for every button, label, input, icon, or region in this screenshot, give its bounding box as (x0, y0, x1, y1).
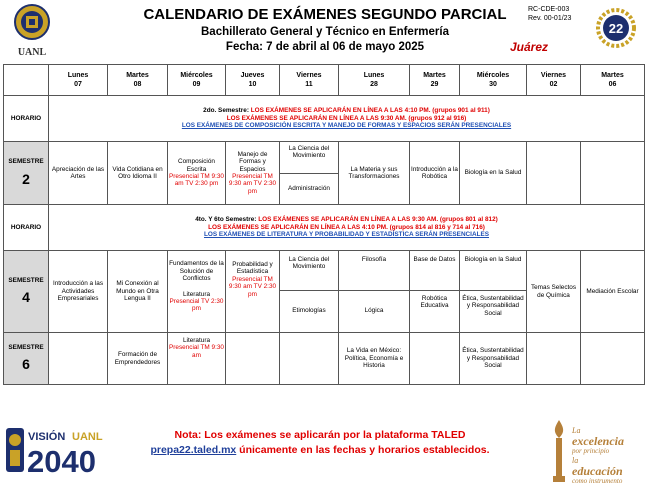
footer-note-line2: únicamente en las fechas y horarios establecidos. (236, 444, 490, 456)
sem2-banner-line2: LOS EXÁMENES SE APLICARÁN EN LÍNEA A LAS 9:30 AM. (grupos 912 al 916) (226, 114, 467, 122)
exam-cell: Formación de Emprendedores (108, 333, 168, 385)
exam-cell: Introducción a la Robótica (410, 142, 460, 205)
exam-cell: Probabilidad y Estadística Presencial TM 9:30 am TV 2:30 pm (226, 251, 280, 333)
sem2-banner-line3: LOS EXÁMENES DE COMPOSICIÓN ESCRITA Y MANEJO DE FORMAS Y ESPACIOS SERÁN PRESENCIALES (181, 122, 512, 130)
header (0, 0, 650, 62)
doc-code-line1: RC-CDE-003 (528, 6, 570, 13)
exam-cell-split: Filosofía Lógica (339, 251, 410, 333)
torch-icon (548, 418, 570, 484)
empty-cell (581, 142, 645, 205)
horario-row-sem4 (4, 205, 645, 251)
sem4-banner-line1: LOS EXÁMENES SE APLICARÁN EN LÍNEA A LAS 9:30 AM. (grupos 801 al 812) (258, 216, 498, 224)
sem2-banner (49, 96, 645, 142)
svg-text:UANL: UANL (72, 431, 103, 443)
date-range: Fecha: 7 de abril al 06 de mayo 2025 (225, 41, 425, 53)
semester-2-row (4, 142, 645, 205)
page-title: CALENDARIO DE EXÁMENES SEGUNDO PARCIAL (143, 6, 507, 23)
semester-2-label: SEMESTRE 2 (4, 142, 49, 205)
day-header: Miércoles 30 (460, 65, 527, 96)
exam-cell-split: La Ciencia del Movimiento Administración (280, 142, 339, 205)
empty-cell (527, 142, 581, 205)
semester-6-row (4, 333, 645, 385)
exc-line5: educación (572, 464, 623, 478)
days-header-row (4, 65, 645, 96)
vision-2040-logo-icon (6, 422, 116, 478)
exc-line1: La (572, 426, 581, 435)
prepa22-logo-icon (596, 8, 636, 48)
sem4-banner-line2: LOS EXÁMENES SE APLICARÁN EN LÍNEA A LAS 4:10 PM. (grupos 814 al 816 y 714 al 716) (208, 223, 485, 231)
exam-cell: Apreciación de las Artes (49, 142, 108, 205)
exam-cell: Manejo de Formas y Espacios Presencial TM 9:30 am TV 2:30 pm (226, 142, 280, 205)
exam-cell-split: Biología en la Salud Ética, Sustentabilidad y Responsabilidad Social (460, 251, 527, 333)
exam-cell-split: Fundamentos de la Solución de Conflictos Literatura Presencial TV 2:30 pm (168, 251, 226, 333)
exc-line2: excelencia (572, 434, 624, 448)
exc-line6: como instrumento (572, 477, 623, 485)
page-subtitle: Bachillerato General y Técnico en Enfermería (201, 26, 449, 38)
sem4-banner (49, 205, 645, 251)
svg-text:VISIÓN: VISIÓN (28, 431, 66, 443)
empty-cell (280, 333, 339, 385)
horario-row-sem2 (4, 96, 645, 142)
doc-code (528, 5, 571, 23)
semester-4-row (4, 251, 645, 333)
empty-cell (49, 333, 108, 385)
day-header: Martes 29 (410, 65, 460, 96)
exam-cell: Literatura Presencial TM 9:30 am (168, 333, 226, 385)
semester-4-label: SEMESTRE 4 (4, 251, 49, 333)
campus-name: Juárez (510, 40, 549, 54)
horario-label: HORARIO (4, 96, 49, 142)
day-header: Viernes 02 (527, 65, 581, 96)
exam-cell: Introducción a las Actividades Empresariales (49, 251, 108, 333)
svg-text:2040: 2040 (27, 444, 96, 478)
exam-calendar-table (3, 64, 645, 385)
empty-cell (581, 333, 645, 385)
day-header: Miércoles 09 (168, 65, 226, 96)
exam-cell: La Vida en México: Política, Economía e Historia (339, 333, 410, 385)
exam-cell: Biología en la Salud (460, 142, 527, 205)
exam-cell: Mediación Escolar (581, 251, 645, 333)
empty-cell (410, 333, 460, 385)
exam-cell-split: Base de Datos Robótica Educativa (410, 251, 460, 333)
corner-cell (4, 65, 49, 96)
day-header: Martes 08 (108, 65, 168, 96)
exam-cell: Mi Conexión al Mundo en Otra Lengua II (108, 251, 168, 333)
exam-cell: Ética, Sustentabilidad y Responsabilidad Social (460, 333, 527, 385)
footer (0, 408, 650, 487)
day-header: Lunes 07 (49, 65, 108, 96)
day-header: Jueves 10 (226, 65, 280, 96)
doc-code-line2: Rev. 00-01/23 (528, 15, 572, 22)
exc-line4: la (572, 456, 579, 465)
exam-cell: Composición Escrita Presencial TM 9:30 am TV 2:30 pm (168, 142, 226, 205)
uanl-logo-text: UANL (17, 47, 47, 58)
sem2-banner-line1: LOS EXÁMENES SE APLICARÁN EN LÍNEA A LAS 4:10 PM. (grupos 901 al 911) (250, 107, 490, 115)
day-header: Lunes 28 (339, 65, 410, 96)
footer-note-line1: Nota: Los exámenes se aplicarán por la plataforma TALED (174, 429, 466, 441)
sem4-banner-line3: LOS EXÁMENES DE LITERATURA Y PROBABILIDAD Y ESTADÍSTICA SERÁN PRESENCIALES (203, 231, 489, 239)
exam-cell: Vida Cotidiana en Otro Idioma II (108, 142, 168, 205)
exam-cell: Temas Selectos de Química (527, 251, 581, 333)
day-header: Viernes 11 (280, 65, 339, 96)
exam-cell-split: La Ciencia del Movimiento Etimologías (280, 251, 339, 333)
exam-cell: La Materia y sus Transformaciones (339, 142, 410, 205)
prepa22-logo-text: 22 (608, 21, 624, 36)
footer-note (120, 428, 520, 458)
semester-6-label: SEMESTRE 6 (4, 333, 49, 385)
horario-label: HORARIO (4, 205, 49, 251)
sem4-banner-prefix: 4to. Y 6to Semestre: (195, 216, 259, 224)
taled-link[interactable]: prepa22.taled.mx (150, 444, 237, 456)
exc-line3: por principio (572, 447, 610, 455)
excelencia-logo (548, 418, 644, 484)
empty-cell (527, 333, 581, 385)
sem2-banner-prefix: 2do. Semestre: (203, 107, 251, 115)
empty-cell (226, 333, 280, 385)
day-header: Martes 06 (581, 65, 645, 96)
